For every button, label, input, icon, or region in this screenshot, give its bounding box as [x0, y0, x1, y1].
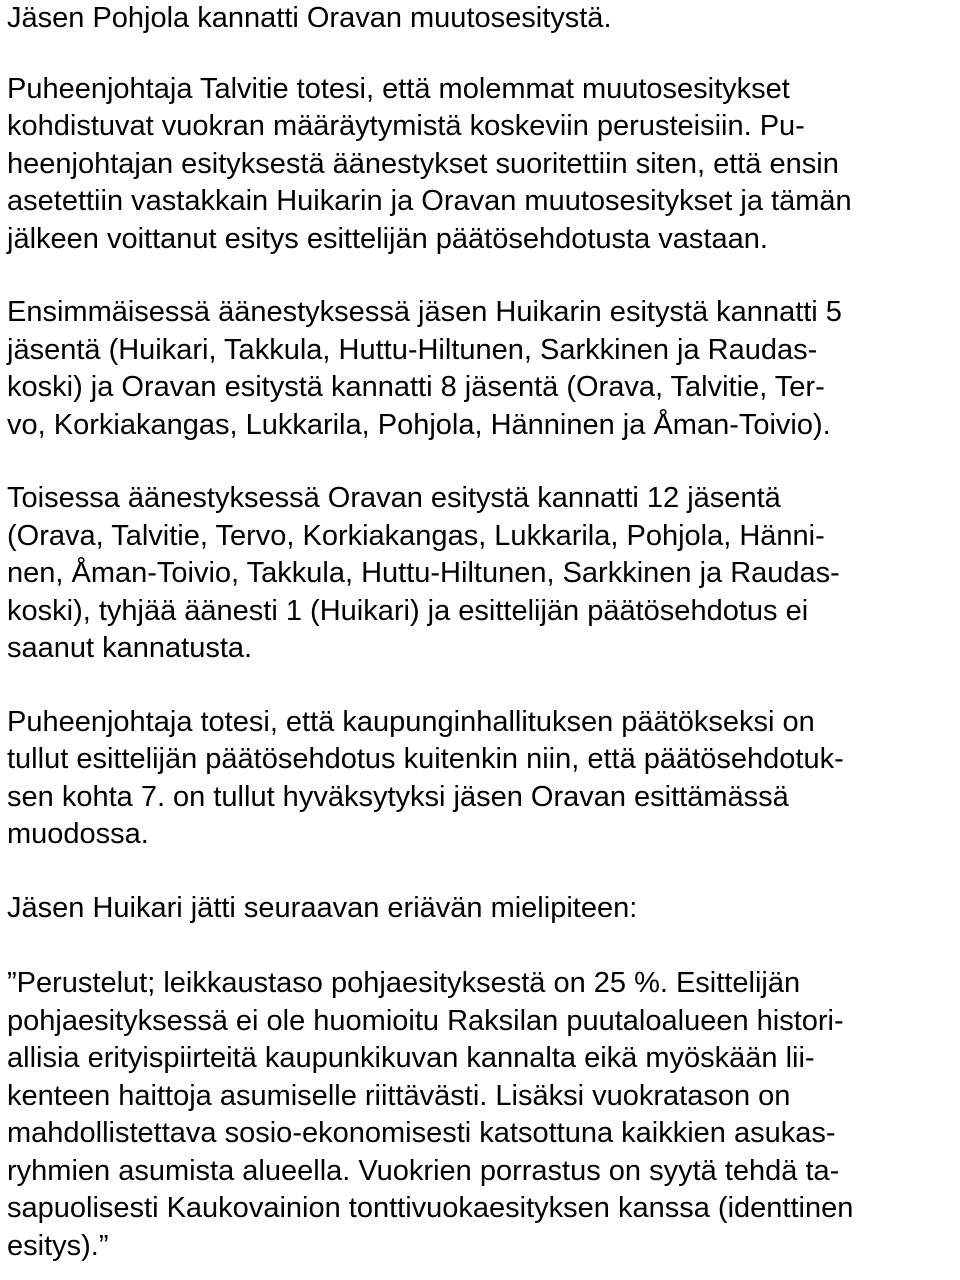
paragraph-gap — [7, 854, 959, 890]
text-line: Jäsen Pohjola kannatti Oravan muutosesitystä. — [7, 2, 612, 34]
text-line: (Orava, Talvitie, Tervo, Korkiakangas, Lukkarila, Pohjola, Hänni- — [7, 519, 825, 552]
paragraph-gap — [7, 258, 959, 294]
paragraph-decision — [7, 704, 959, 854]
paragraph-gap — [7, 38, 959, 71]
text-line: Puheenjohtaja totesi, että kaupunginhallituksen päätökseksi on — [7, 705, 815, 738]
text-line: kenteen haittoja asumiselle riittävästi. Lisäksi vuokratason on — [7, 1079, 791, 1112]
text-line: muodossa. — [7, 818, 149, 850]
text-line: Puheenjohtaja Talvitie totesi, että molemmat muutosesitykset — [7, 72, 790, 105]
text-line: koski), tyhjää äänesti 1 (Huikari) ja esittelijän päätösehdotus ei — [7, 594, 809, 627]
paragraph-gap — [7, 444, 959, 480]
text-line: mahdollistettava sosio-ekonomisesti katsottuna kaikkien asukas- — [7, 1117, 836, 1149]
text-line: kohdistuvat vuokran määräytymistä koskeviin perusteisiin. Pu- — [7, 110, 805, 142]
text-line: jälkeen voittanut esitys esittelijän päätösehdotusta vastaan. — [7, 222, 768, 255]
text-line: pohjaesityksessä ei ole huomioitu Raksilan puutaloalueen histori- — [7, 1004, 844, 1037]
paragraph-gap — [7, 668, 959, 704]
paragraph-first-vote — [7, 294, 959, 444]
paragraph-second-vote — [7, 480, 959, 668]
text-line: vo, Korkiakangas, Lukkarila, Pohjola, Hänninen ja Åman-Toivio). — [7, 408, 831, 441]
paragraph-gap — [7, 927, 959, 965]
text-line: sapuolisesti Kaukovainion tonttivuokaesityksen kanssa (identtinen — [7, 1192, 854, 1224]
paragraph-dissent-intro — [7, 890, 959, 928]
text-line: heenjohtajan esityksestä äänestykset suoritettiin siten, että ensin — [7, 147, 839, 180]
text-line: asetettiin vastakkain Huikarin ja Oravan muutosesitykset ja tämän — [7, 185, 852, 217]
text-line: allisia erityispiirteitä kaupunkikuvan kannalta eikä myöskään lii- — [7, 1042, 815, 1074]
paragraph-chair-statement — [7, 71, 959, 259]
text-line: koski) ja Oravan esitystä kannatti 8 jäsentä (Orava, Talvitie, Ter- — [7, 371, 825, 403]
text-line: sen kohta 7. on tullut hyväksytyksi jäsen Oravan esittämässä — [7, 780, 789, 813]
text-line: nen, Åman-Toivio, Takkula, Huttu-Hiltunen, Sarkkinen ja Raudas- — [7, 557, 840, 589]
text-line: ”Perustelut; leikkaustaso pohjaesityksestä on 25 %. Esittelijän — [7, 967, 801, 999]
text-line: Toisessa äänestyksessä Oravan esitystä kannatti 12 jäsentä — [7, 482, 781, 514]
text-line: jäsentä (Huikari, Takkula, Huttu-Hiltunen, Sarkkinen ja Raudas- — [7, 333, 818, 366]
paragraph-support-pohjola — [7, 0, 959, 38]
text-line: Jäsen Huikari jätti seuraavan eriävän mielipiteen: — [7, 891, 638, 924]
text-line: tullut esittelijän päätösehdotus kuitenkin niin, että päätösehdotuk- — [7, 743, 844, 775]
text-line: saanut kannatusta. — [7, 632, 253, 664]
text-line: ryhmien asumista alueella. Vuokrien porrastus on syytä tehdä ta- — [7, 1154, 840, 1187]
paragraph-dissent-quote — [7, 965, 959, 1265]
document-page — [7, 0, 959, 1265]
text-line: esitys).” — [7, 1229, 109, 1262]
text-line: Ensimmäisessä äänestyksessä jäsen Huikarin esitystä kannatti 5 — [7, 296, 842, 328]
